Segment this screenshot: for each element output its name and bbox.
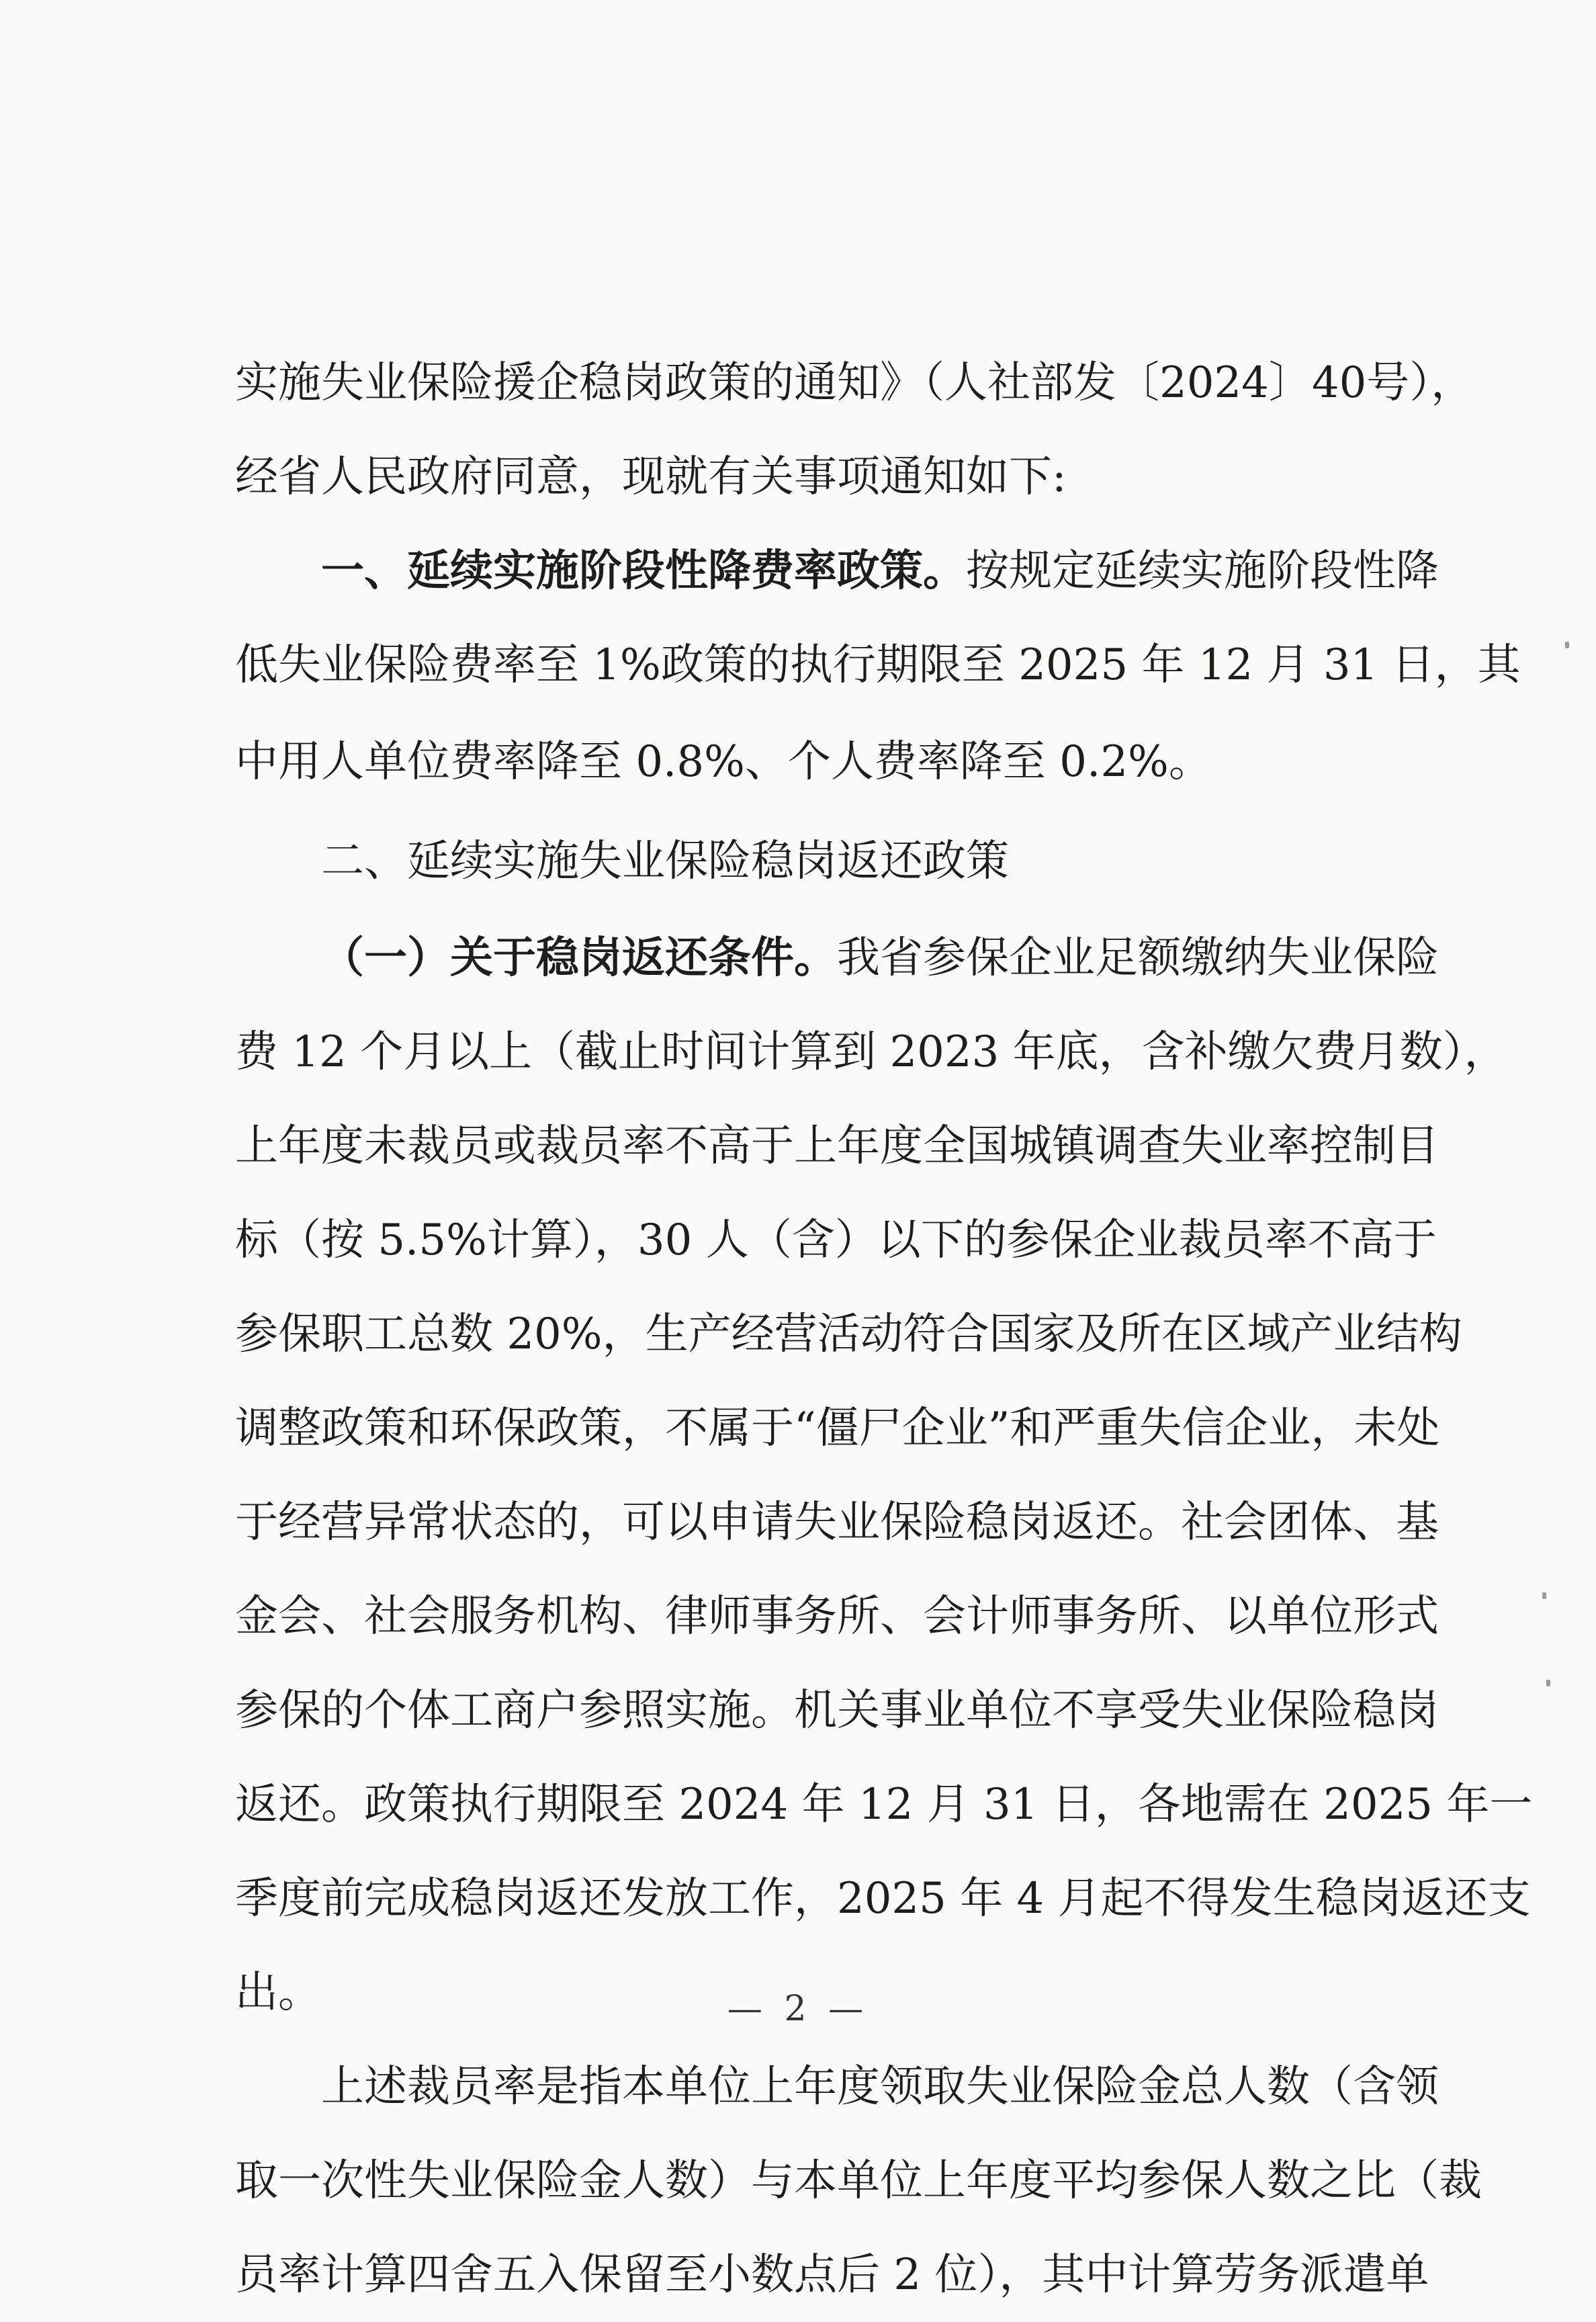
- line-text: 经省人民政府同意，现就有关事项通知如下:: [235, 452, 1067, 502]
- text-line-11: [235, 1287, 1462, 1381]
- text-line-5: [235, 712, 1364, 812]
- text-line-12: [235, 1381, 1440, 1475]
- line-text: 返还。政策执行期限至 2024 年 12 月 31 日，各地需在 2025 年一: [235, 1780, 1533, 1830]
- line-text: 参保的个体工商户参照实施。机关事业单位不享受失业保险稳岗: [235, 1686, 1439, 1735]
- text-line-10: [235, 1193, 1437, 1287]
- heading-bold-text: （一）关于稳岗返还条件。: [321, 933, 837, 983]
- line-text: 实施失业保险援企稳岗政策的通知》（人社部发〔2024〕40号），: [235, 358, 1474, 408]
- line-text: 按规定延续实施阶段性降: [966, 546, 1439, 596]
- text-line-2: [235, 430, 1364, 524]
- text-line-16: [235, 1758, 1533, 1852]
- text-line-8: [235, 1005, 1507, 1099]
- text-line-21: [235, 2228, 1429, 2322]
- line-text: 金会、社会服务机构、律师事务所、会计师事务所、以单位形式: [235, 1592, 1439, 1641]
- line-text: 标（按 5.5%计算），30 人（含）以下的参保企业裁员率不高于: [235, 1215, 1437, 1265]
- line-text: 员率计算四舍五入保留至小数点后 2 位），其中计算劳务派遣单: [235, 2250, 1429, 2300]
- line-text: 于经营异常状态的，可以申请失业保险稳岗返还。社会团体、基: [235, 1498, 1439, 1547]
- line-text: 取一次性失业保险金人数）与本单位上年度平均参保人数之比（裁: [235, 2156, 1482, 2206]
- line-text: 中用人单位费率降至 0.8%、个人费率降至 0.2%。: [235, 737, 1212, 787]
- section-heading-2: [235, 812, 1364, 911]
- scan-speck: [1542, 1592, 1546, 1599]
- line-text: 费 12 个月以上（截止时间计算到 2023 年底，含补缴欠费月数），: [235, 1027, 1507, 1077]
- line-text: 二、延续实施失业保险稳岗返还政策: [321, 836, 1009, 886]
- scan-speck: [1565, 642, 1569, 648]
- line-text: 上年度未裁员或裁员率不高于上年度全国城镇调查失业率控制目: [235, 1121, 1439, 1171]
- subsection-heading-1: [235, 911, 1439, 1005]
- text-line-15: [235, 1664, 1439, 1758]
- line-text: 调整政策和环保政策，不属于“僵尸企业”和严重失信企业，未处: [235, 1404, 1440, 1453]
- section-heading-1: [235, 524, 1439, 618]
- text-line-14: [235, 1570, 1439, 1664]
- text-line-19: [235, 2040, 1439, 2134]
- text-line-17: [235, 1852, 1531, 1946]
- line-text: 季度前完成稳岗返还发放工作，2025 年 4 月起不得发生稳岗返还支: [235, 1874, 1531, 1924]
- line-text: 参保职工总数 20%，生产经营活动符合国家及所在区域产业结构: [235, 1309, 1462, 1359]
- text-line-13: [235, 1475, 1439, 1570]
- text-line-9: [235, 1099, 1439, 1193]
- scan-speck: [1546, 1680, 1550, 1686]
- text-line-4: [235, 618, 1521, 712]
- line-text: 低失业保险费率至 1%政策的执行期限至 2025 年 12 月 31 日，其: [235, 640, 1521, 690]
- text-line-1: [235, 336, 1474, 430]
- page-number: — 2 —: [727, 1989, 869, 2029]
- line-text: 出。: [235, 1968, 321, 2018]
- text-line-20: [235, 2134, 1482, 2228]
- heading-bold-text: 一、延续实施阶段性降费率政策。: [321, 546, 966, 596]
- line-text: 上述裁员率是指本单位上年度领取失业保险金总人数（含领: [321, 2062, 1439, 2112]
- line-text: 我省参保企业足额缴纳失业保险: [837, 933, 1439, 983]
